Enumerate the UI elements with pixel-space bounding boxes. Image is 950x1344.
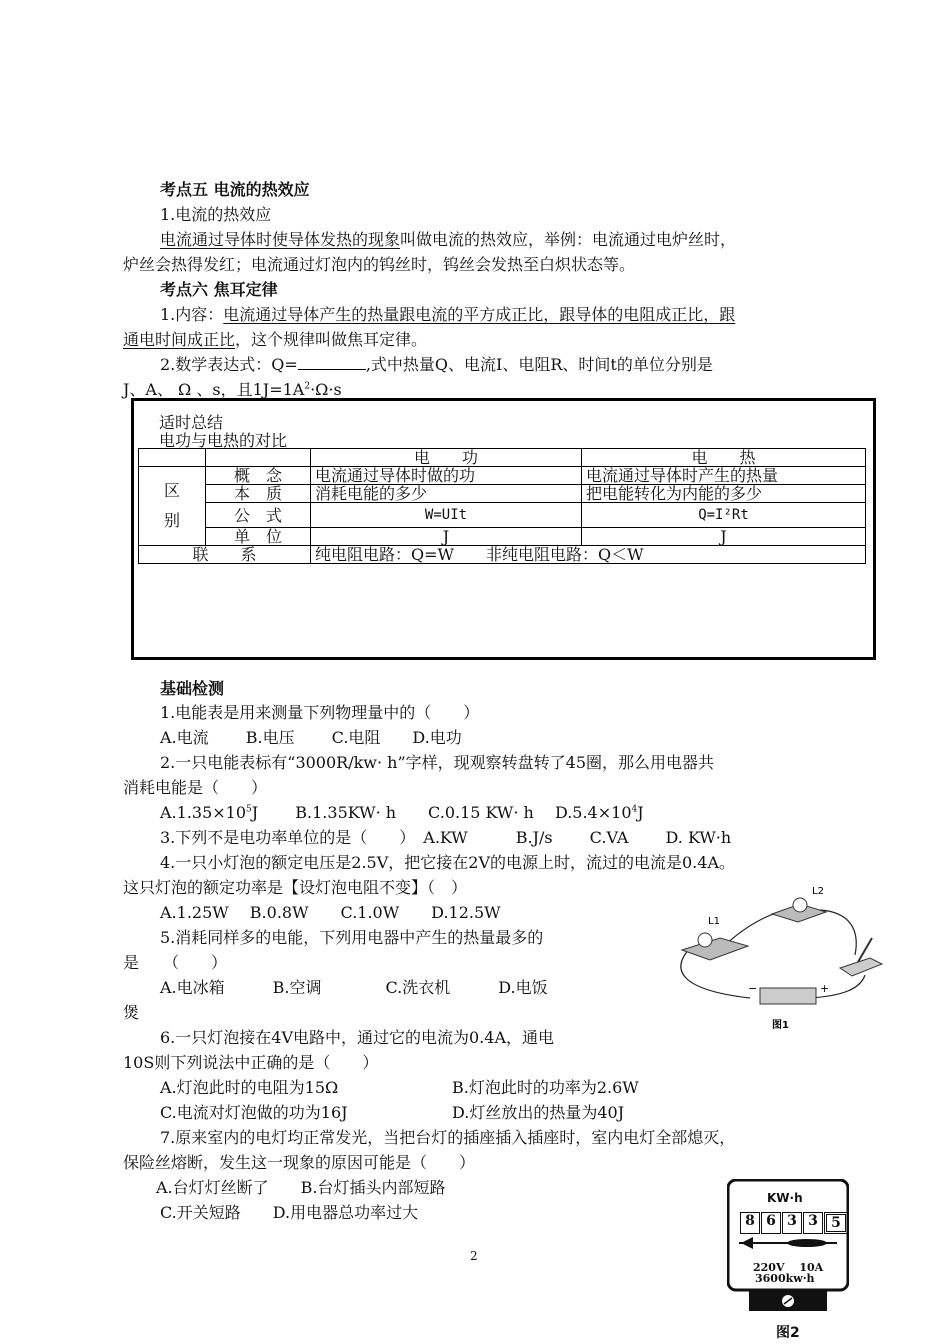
- header-blank-2: [206, 449, 311, 467]
- section5-definition-line2: 炉丝会热得发红；电流通过灯泡内的钨丝时，钨丝会发热至白炽状态等。: [123, 255, 636, 274]
- row-work: J: [311, 528, 582, 546]
- question-6-option-a: A.灯泡此时的电阻为15Ω: [160, 1078, 339, 1097]
- link-label: 联 系: [139, 546, 311, 564]
- unit-superscript: 2: [304, 381, 311, 392]
- question-2-line2: 消耗电能是（ ）: [123, 778, 268, 797]
- formula-blank: [298, 355, 366, 370]
- header-blank: [139, 449, 206, 467]
- wire-right: [820, 910, 856, 955]
- row-heat: Q=I²Rt: [582, 503, 866, 528]
- label-l2: L2: [812, 886, 824, 897]
- summary-box: [131, 398, 876, 660]
- section5-definition-rest: 叫做电流的热效应，举例：电流通过电炉丝时，: [400, 230, 737, 249]
- meter-digit: 3: [803, 1212, 823, 1234]
- question-6-option-b: B.灯泡此时的功率为2.6W: [452, 1078, 639, 1097]
- row-label: 本 质: [206, 485, 311, 503]
- row-work: W=UIt: [311, 503, 582, 528]
- question-5-line2: 是 （ ）: [123, 953, 228, 972]
- section6-item2-line2: [123, 377, 342, 400]
- question-6-option-d: D.灯丝放出的热量为40J: [452, 1103, 625, 1122]
- label-l1: L1: [708, 916, 720, 927]
- battery-icon: [760, 988, 816, 1004]
- row-heat: 电流通过导体时产生的热量: [582, 467, 866, 485]
- bulb-l1-icon: [698, 933, 712, 947]
- section6-item2: [160, 352, 713, 375]
- meter-rating: 220V 10A: [753, 1261, 824, 1274]
- bulb-l1-base: [682, 938, 748, 960]
- row-work: 消耗电能的多少: [311, 485, 582, 503]
- row-heat: 把电能转化为内能的多少: [582, 485, 866, 503]
- figure2-caption: 图2: [776, 1325, 800, 1341]
- group-label: [139, 467, 206, 546]
- question-5-options: A.电冰箱 B.空调 C.洗衣机 D.电饭: [160, 978, 548, 997]
- row-label: 概 念: [206, 467, 311, 485]
- question-1: 1.电能表是用来测量下列物理量中的（ ）: [160, 703, 480, 722]
- energy-meter-figure: [727, 1179, 849, 1314]
- meter-digit: 6: [761, 1212, 781, 1234]
- section6-item1-underlined: 电流通过导体产生的热量跟电流的平方成正比，跟导体的电阻成正比，跟: [223, 305, 736, 324]
- wire-bottom: [810, 975, 865, 998]
- section5-definition: [160, 227, 736, 250]
- meter-unit: KW·h: [767, 1191, 803, 1205]
- section5-item1: 1.电流的热效应: [160, 205, 272, 224]
- meter-digit-last: 5: [824, 1212, 848, 1234]
- option-d-exponent: 4: [631, 804, 638, 815]
- section6-item1-prefix: 1.内容：: [160, 305, 224, 324]
- section6-item1-line2: [123, 327, 427, 350]
- question-7-options-ab: A.台灯灯丝断了 B.台灯插头内部短路: [156, 1178, 446, 1197]
- section6-title: 考点六 焦耳定律: [160, 280, 278, 299]
- option-a-exponent: 5: [246, 804, 252, 815]
- question-3: 3.下列不是电功率单位的是（ ） A.KW B.J/s C.VA D. KW·h: [160, 828, 732, 847]
- battery-minus: −: [748, 982, 758, 995]
- option-a-unit: J: [251, 803, 259, 822]
- question-6: 6.一只灯泡接在4V电路中，通过它的电流为0.4A，通电: [160, 1028, 555, 1047]
- meter-digit: 3: [782, 1212, 802, 1234]
- question-7-line2: 保险丝熔断，发生这一现象的原因可能是（ ）: [123, 1153, 476, 1172]
- question-5-line4: 煲: [123, 1003, 140, 1022]
- group-label-2: 别: [163, 511, 180, 530]
- summary-title: 适时总结: [159, 413, 224, 432]
- row-work: 电流通过导体时做的功: [311, 467, 582, 485]
- row-label: 单 位: [206, 528, 311, 546]
- section6-item2-rest: ,式中热量Q、电流I、电阻R、时间t的单位分别是: [365, 355, 713, 374]
- row-label: 公 式: [206, 503, 311, 528]
- row-heat: J: [582, 528, 866, 546]
- bulb-l2-icon: [793, 898, 807, 912]
- question-4-line2: 这只灯泡的额定功率是【设灯泡电阻不变】（ ）: [123, 878, 468, 897]
- meter-digits: [740, 1212, 848, 1234]
- question-4: 4.一只小灯泡的额定电压是2.5V，把它接在2V的电源上时，流过的电流是0.4A。: [160, 853, 736, 872]
- section6-item1-line2-rest: ，这个规律叫做焦耳定律。: [235, 330, 428, 349]
- battery-plus: +: [820, 982, 830, 995]
- figure1-caption: 图1: [772, 1020, 789, 1030]
- header-work: 电 功: [311, 449, 582, 467]
- question-5: 5.消耗同样多的电能，下列用电器中产生的热量最多的: [160, 928, 544, 947]
- section5-definition-underlined: 电流通过导体时使导体发热的现象: [160, 230, 401, 249]
- section6-item1: [160, 302, 735, 325]
- option-d: D.5.4×10: [554, 803, 632, 822]
- question-6-option-c: C.电流对灯泡做的功为16J: [160, 1103, 348, 1122]
- comparison-table: [138, 448, 866, 564]
- section6-item1-line2-underlined: 通电时间成正比: [123, 330, 236, 349]
- unit-text-end: ·Ω·s: [310, 380, 342, 399]
- meter-digit: 8: [740, 1212, 760, 1234]
- circuit-figure: [660, 880, 890, 1030]
- question-2-options: [160, 800, 644, 823]
- section6-item2-formula: Q=: [271, 355, 298, 374]
- summary-subtitle: 电功与电热的对比: [159, 431, 288, 450]
- group-label-1: 区: [163, 481, 180, 500]
- question-2: 2.一只电能表标有“3000R/kw· h”字样，现观察转盘转了45圈，那么用电器共: [160, 753, 715, 772]
- unit-text: J、A、 Ω 、s，且1J=1A: [123, 380, 305, 399]
- header-heat: 电 热: [582, 449, 866, 467]
- switch-base: [840, 958, 882, 976]
- basic-title: 基础检测: [160, 679, 225, 698]
- question-7-options-cd: C.开关短路 D.用电器总功率过大: [160, 1203, 419, 1222]
- option-d-unit: J: [637, 803, 644, 822]
- question-7: 7.原来室内的电灯均正常发光，当把台灯的插座插入插座时，室内电灯全部熄灭，: [160, 1128, 736, 1147]
- option-a: A.1.35×10: [160, 803, 247, 822]
- meter-constant: 3600kw·h: [755, 1272, 815, 1285]
- section5-title: 考点五 电流的热效应: [160, 180, 310, 199]
- question-4-options: A.1.25W B.0.8W C.1.0W D.12.5W: [160, 903, 501, 922]
- question-6-line2: 10S则下列说法中正确的是（ ）: [123, 1053, 379, 1072]
- link-text: 纯电阻电路：Q=W 非纯电阻电路：Q＜W: [311, 546, 866, 564]
- section6-item2-prefix: 2.数学表达式：: [160, 355, 272, 374]
- option-bc: B.1.35KW· h C.0.15 KW· h: [295, 803, 534, 822]
- page-number: 2: [470, 1249, 478, 1263]
- meter-disc-icon: [787, 1239, 827, 1247]
- question-1-options: A.电流 B.电压 C.电阻 D.电功: [160, 728, 462, 747]
